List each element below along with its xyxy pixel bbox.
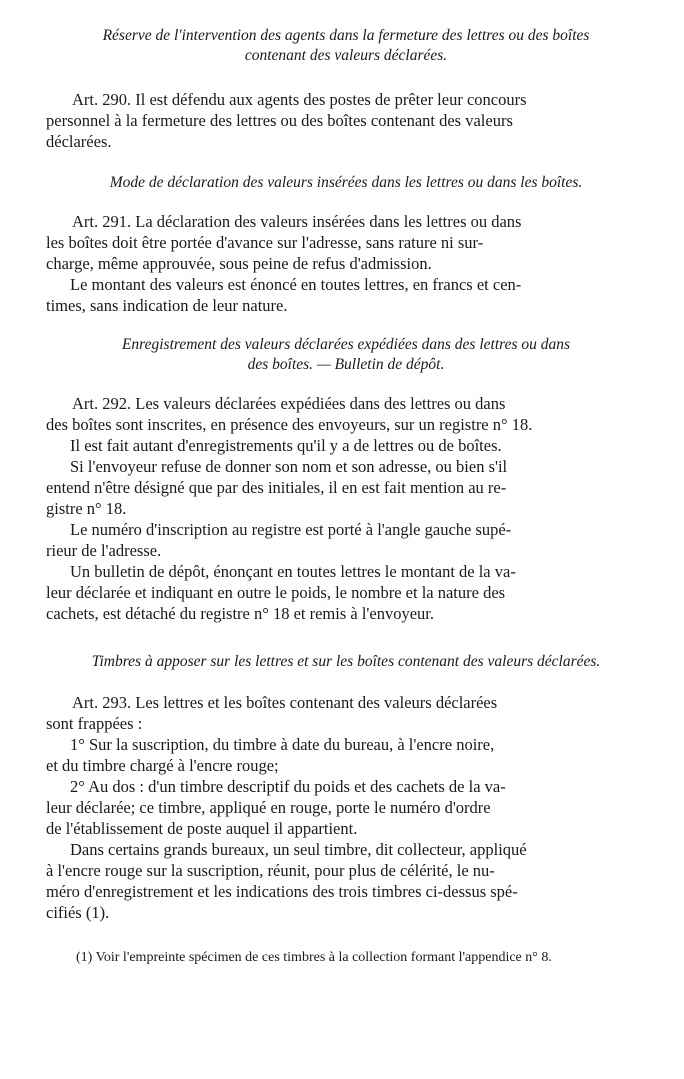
- text-line: cifiés (1).: [46, 903, 110, 922]
- section-heading: [46, 335, 646, 375]
- text-line: déclarées.: [46, 132, 112, 151]
- text-line: à l'encre rouge sur la suscription, réunit, pour plus de célérité, le nu-: [46, 861, 495, 880]
- text-line: des boîtes sont inscrites, en présence des envoyeurs, sur un registre n° 18.: [46, 415, 533, 434]
- text-line: gistre n° 18.: [46, 499, 127, 518]
- text-line: méro d'enregistrement et les indications des trois timbres ci-dessus spé-: [46, 882, 518, 901]
- article-290: [46, 89, 646, 152]
- text-line: 1° Sur la suscription, du timbre à date du bureau, à l'encre noire,: [70, 735, 495, 754]
- heading-line: contenant des valeurs déclarées.: [244, 47, 448, 64]
- text-line: Il est fait autant d'enregistrements qu'il y a de lettres ou de boîtes.: [70, 436, 502, 455]
- text-line: times, sans indication de leur nature.: [46, 296, 288, 315]
- article-293: [46, 692, 646, 923]
- section-heading: [46, 652, 646, 672]
- text-line: Le numéro d'inscription au registre est porté à l'angle gauche supé-: [70, 520, 512, 539]
- text-line: entend n'être désigné que par des initiales, il en est fait mention au re-: [46, 478, 507, 497]
- text-line: Art. 292. Les valeurs déclarées expédiées dans des lettres ou dans: [72, 394, 506, 413]
- section-heading: [46, 26, 646, 66]
- footnote: (1) Voir l'empreinte spécimen de ces timbres à la collection formant l'appendice n° 8.: [76, 950, 552, 965]
- text-line: cachets, est détaché du registre n° 18 et remis à l'envoyeur.: [46, 604, 435, 623]
- text-line: Dans certains grands bureaux, un seul timbre, dit collecteur, appliqué: [70, 840, 527, 859]
- heading-line: des boîtes. — Bulletin de dépôt.: [247, 356, 445, 373]
- text-line: Art. 293. Les lettres et les boîtes contenant des valeurs déclarées: [72, 693, 498, 712]
- text-line: et du timbre chargé à l'encre rouge;: [46, 756, 279, 775]
- article-291: [46, 211, 646, 316]
- heading-line: Enregistrement des valeurs déclarées expédiées dans des lettres ou dans: [121, 336, 571, 353]
- text-line: Un bulletin de dépôt, énonçant en toutes lettres le montant de la va-: [70, 562, 516, 581]
- text-line: 2° Au dos : d'un timbre descriptif du poids et des cachets de la va-: [70, 777, 506, 796]
- text-line: Art. 290. Il est défendu aux agents des postes de prêter leur concours: [72, 90, 527, 109]
- page-body: [46, 26, 646, 967]
- heading-line: Timbres à apposer sur les lettres et sur les boîtes contenant des valeurs déclarées.: [91, 653, 601, 670]
- text-line: leur déclarée et indiquant en outre le poids, le nombre et la nature des: [46, 583, 506, 602]
- text-line: de l'établissement de poste auquel il appartient.: [46, 819, 358, 838]
- heading-line: Mode de déclaration des valeurs insérées dans les lettres ou dans les boîtes.: [109, 174, 583, 191]
- text-line: leur déclarée; ce timbre, appliqué en rouge, porte le numéro d'ordre: [46, 798, 491, 817]
- text-line: Si l'envoyeur refuse de donner son nom et son adresse, ou bien s'il: [70, 457, 508, 476]
- text-line: Le montant des valeurs est énoncé en toutes lettres, en francs et cen-: [70, 275, 522, 294]
- text-line: charge, même approuvée, sous peine de refus d'admission.: [46, 254, 432, 273]
- text-line: sont frappées :: [46, 714, 143, 733]
- heading-line: Réserve de l'intervention des agents dans la fermeture des lettres ou des boîtes: [102, 27, 590, 44]
- text-line: les boîtes doit être portée d'avance sur l'adresse, sans rature ni sur-: [46, 233, 484, 252]
- text-line: rieur de l'adresse.: [46, 541, 162, 560]
- text-line: personnel à la fermeture des lettres ou des boîtes contenant des valeurs: [46, 111, 513, 130]
- section-heading: [46, 173, 646, 193]
- text-line: Art. 291. La déclaration des valeurs insérées dans les lettres ou dans: [72, 212, 522, 231]
- article-292: [46, 393, 646, 624]
